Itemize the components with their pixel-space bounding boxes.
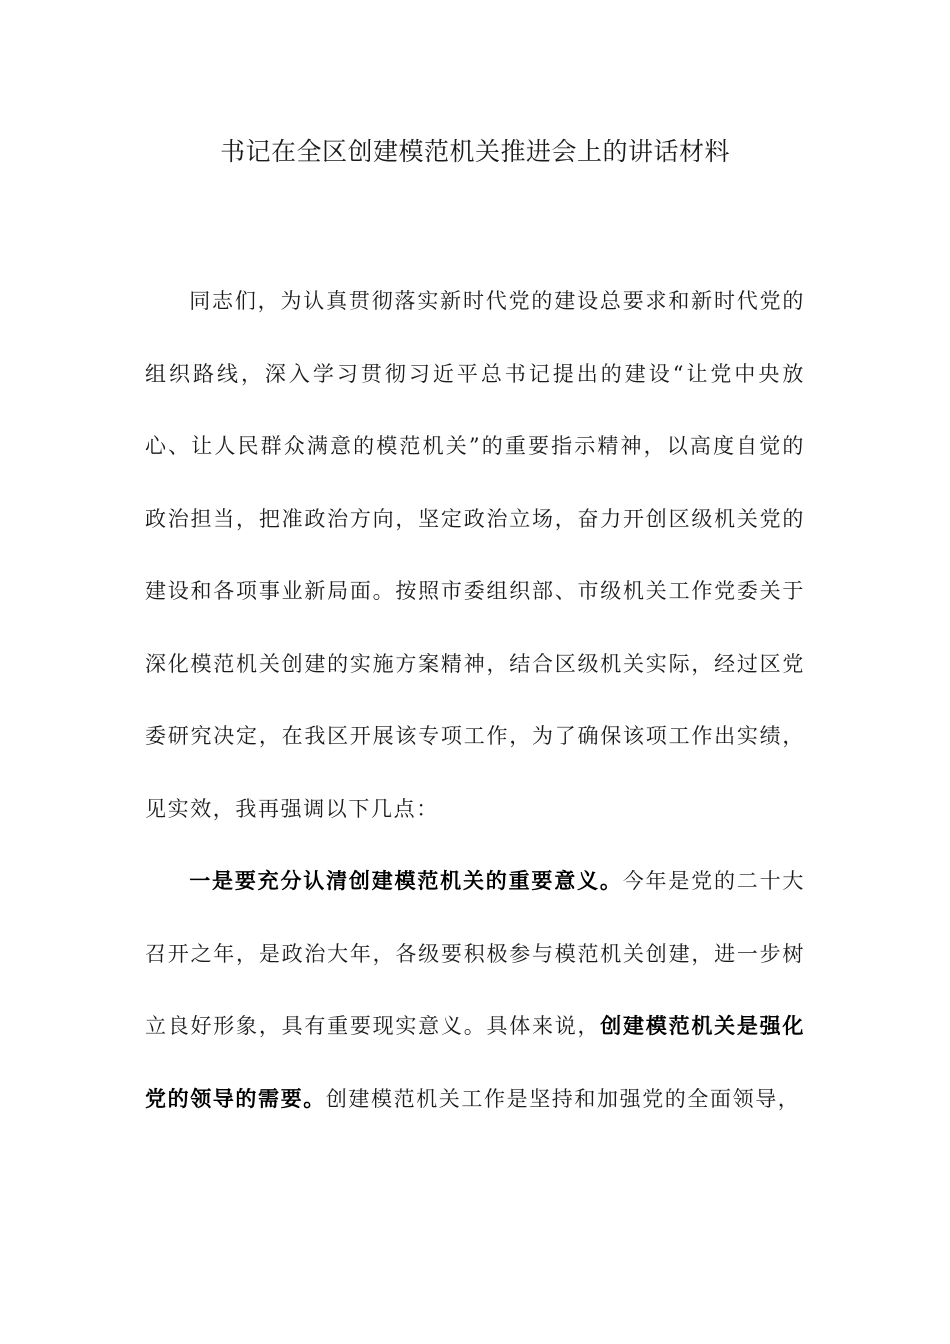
point-one-subheading: 创建模范机关是强化党的领导的需要。 [145, 1014, 805, 1111]
document-title: 书记在全区创建模范机关推进会上的讲话材料 [219, 137, 730, 166]
paragraph-point-one [145, 845, 805, 1135]
paragraph-intro-text: 同志们，为认真贯彻落实新时代党的建设总要求和新时代党的组织路线，深入学习贯彻习近平总书记提出的建设“让党中央放心、让人民群众满意的模范机关”的重要指示精神，以高度自觉的政治担当，把准政治方向，坚定政治立场，奋力开创区级机关党的建设和各项事业新局面。按照市委组织部、市级机关工作党委关于深化模范机关创建的实施方案精神，结合区级机关实际，经过区党委研究决定，在我区开展该专项工作，为了确保该项工作出实绩，见实效，我再强调以下几点： [145, 289, 805, 821]
point-one-text: 今年是党的二十大召开之年，是政治大年，各级要积极参与模范机关创建，进一步树立良好形象，具有重要现实意义。具体来说， [145, 869, 805, 1038]
paragraph-intro [145, 265, 805, 845]
point-one-text-continued: 创建模范机关工作是坚持和加强党的全面领导， [325, 1086, 801, 1111]
point-one-heading: 一是要充分认清创建模范机关的重要意义。 [189, 869, 623, 893]
